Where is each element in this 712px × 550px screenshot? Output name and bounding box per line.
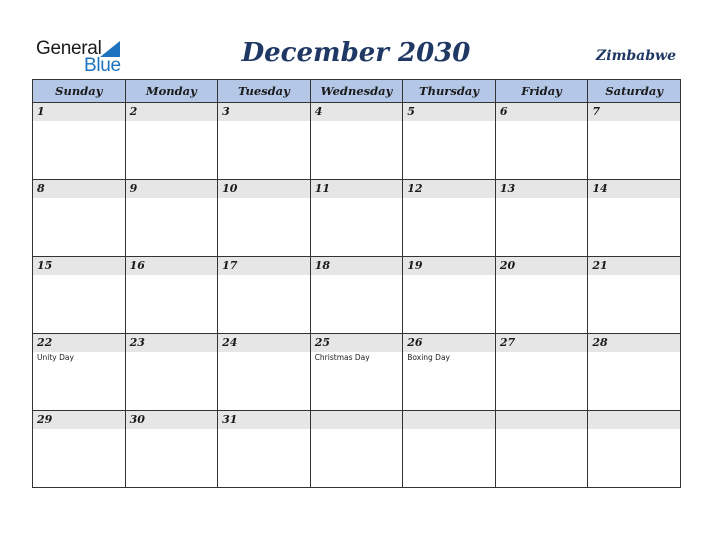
day-number: 10 [222,182,238,195]
day-cell [310,257,403,334]
weekday-saturday: Saturday [588,80,681,103]
day-number-bar [496,103,588,121]
day-cell [588,257,681,334]
day-number: 4 [314,105,323,118]
day-cell [33,334,126,411]
day-cell [310,180,403,257]
day-number-bar [588,257,680,275]
day-number: 2 [129,105,138,118]
week-row [33,257,681,334]
empty-day-bar [311,411,403,429]
day-number-bar [403,180,495,198]
day-cell [310,334,403,411]
day-cell [403,334,496,411]
day-number: 29 [37,413,53,426]
day-number-bar [403,334,495,352]
weekday-friday: Friday [495,80,588,103]
day-cell [125,180,218,257]
day-number: 8 [37,182,45,195]
day-number-bar [311,103,403,121]
day-cell [403,180,496,257]
day-number: 5 [407,105,415,118]
holiday-label: Unity Day [37,353,74,362]
week-row [33,180,681,257]
day-number-bar [311,257,403,275]
day-cell [218,257,311,334]
day-number-bar [496,180,588,198]
day-number: 11 [314,182,330,195]
empty-day-bar [588,411,680,429]
weekday-header-row [33,80,681,103]
weekday-wednesday: Wednesday [310,80,403,103]
day-cell [125,103,218,180]
day-number: 30 [129,413,145,426]
empty-day-bar [496,411,588,429]
day-cell [495,334,588,411]
day-cell [310,103,403,180]
day-number: 19 [407,259,423,272]
day-number-bar [588,103,680,121]
week-row [33,103,681,180]
day-number: 20 [499,259,516,272]
day-number-bar [126,411,218,429]
weekday-sunday: Sunday [33,80,126,103]
day-cell [33,103,126,180]
day-number-bar [33,103,125,121]
day-number-bar [588,180,680,198]
day-cell [495,411,588,488]
day-cell [218,411,311,488]
day-number: 9 [129,182,138,195]
day-cell [33,411,126,488]
calendar-grid [32,79,681,488]
day-number: 28 [592,336,608,349]
weekday-thursday: Thursday [403,80,496,103]
day-cell [403,257,496,334]
weekday-monday: Monday [125,80,218,103]
day-cell [218,334,311,411]
logo-blue-text: Blue [84,55,121,76]
day-number: 26 [407,336,423,349]
day-number-bar [126,334,218,352]
day-number: 18 [314,259,330,272]
weekday-tuesday: Tuesday [218,80,311,103]
day-cell [588,411,681,488]
day-number-bar [496,334,588,352]
day-number: 23 [129,336,145,349]
day-number: 25 [314,336,330,349]
country-label: Zimbabwe [596,48,676,64]
day-cell [125,257,218,334]
holiday-label: Christmas Day [314,353,370,362]
week-row [33,411,681,488]
day-cell [403,411,496,488]
day-cell [218,180,311,257]
day-number: 12 [407,182,423,195]
day-cell [588,103,681,180]
day-number: 16 [129,259,145,272]
logo-general-text: General [36,38,102,59]
day-number: 22 [37,336,53,349]
day-number-bar [496,257,588,275]
day-number-bar [218,103,310,121]
day-number-bar [403,103,495,121]
day-cell [33,180,126,257]
day-number-bar [33,334,125,352]
day-cell [218,103,311,180]
day-number: 21 [592,259,608,272]
holiday-label: Boxing Day [407,353,450,362]
day-number: 15 [37,259,53,272]
day-cell [125,334,218,411]
day-cell [495,257,588,334]
calendar-title: December 2030 [241,38,471,68]
day-cell [403,103,496,180]
day-number-bar [311,334,403,352]
day-number: 1 [37,105,45,118]
day-number-bar [403,257,495,275]
day-number: 3 [222,105,230,118]
day-number-bar [33,180,125,198]
day-number: 31 [222,413,238,426]
day-number: 7 [592,105,601,118]
day-number: 14 [592,182,608,195]
day-cell [125,411,218,488]
day-number-bar [126,180,218,198]
day-number-bar [588,334,680,352]
day-number-bar [218,180,310,198]
day-number-bar [33,411,125,429]
day-cell [495,180,588,257]
day-cell [310,411,403,488]
day-cell [588,334,681,411]
day-cell [495,103,588,180]
day-cell [588,180,681,257]
day-number-bar [218,257,310,275]
day-number-bar [126,103,218,121]
day-number-bar [218,411,310,429]
day-number-bar [33,257,125,275]
day-number: 6 [499,105,508,118]
day-number: 17 [222,259,238,272]
day-number: 13 [499,182,516,195]
day-cell [33,257,126,334]
empty-day-bar [403,411,495,429]
day-number-bar [126,257,218,275]
week-row [33,334,681,411]
day-number-bar [311,180,403,198]
day-number: 27 [499,336,516,349]
day-number-bar [218,334,310,352]
day-number: 24 [222,336,238,349]
